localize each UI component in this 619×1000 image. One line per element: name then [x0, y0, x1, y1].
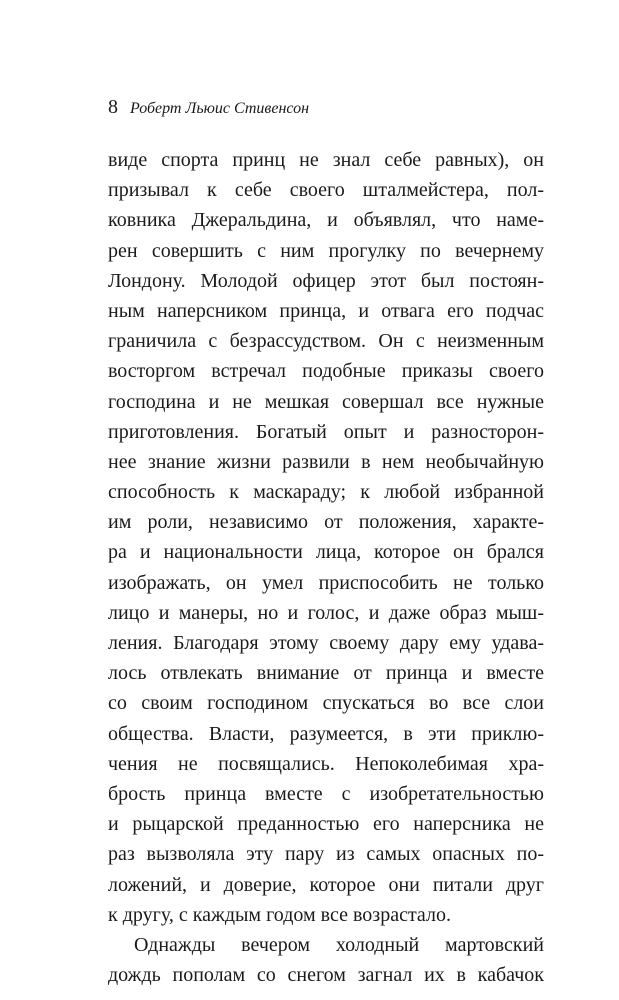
text-line: господина и не мешкая совершал все нужные	[108, 390, 544, 413]
text-line: раз вызволяла эту пару из самых опасных по-	[108, 843, 544, 866]
page-number: 8	[108, 96, 118, 118]
text-line: ления. Благодаря этому своему дару ему удава-	[108, 632, 544, 654]
text-line: нее знание жизни развили в нем необычайную	[108, 450, 544, 473]
text-line: граничила с безрассудством. Он с неизменным	[108, 330, 544, 353]
running-title: Роберт Льюис Стивенсон	[130, 100, 310, 117]
text-line: общества. Власти, разумеется, в эти приклю-	[108, 722, 544, 745]
text-line: со своим господином спускаться во все слои	[108, 692, 544, 715]
text-line: дождь пополам со снегом загнал их в кабачок	[108, 964, 544, 987]
text-line: лось отвлекать внимание от принца и вместе	[108, 662, 544, 685]
text-line: брость принца вместе с изобретательностью	[108, 782, 544, 805]
text-line: способность к маскараду; к любой избранной	[108, 481, 544, 504]
text-line: ковника Джеральдина, и объявлял, что наме-	[108, 209, 544, 232]
text-line: лицо и манеры, но и голос, и даже образ мыш-	[108, 601, 544, 624]
text-line: виде спорта принц не знал себе равных), он	[108, 149, 544, 171]
text-line: рен совершить с ним прогулку по вечернему	[108, 239, 544, 262]
text-line: восторгом встречал подобные приказы своего	[108, 360, 544, 383]
text-line: и рыцарской преданностью его наперсника не	[108, 813, 544, 836]
text-line: призывал к себе своего шталмейстера, пол-	[108, 179, 544, 202]
body-text	[108, 145, 544, 990]
text-line: ложений, и доверие, которое они питали друг	[108, 873, 544, 896]
text-line: ным наперсником принца, и отвага его подчас	[108, 299, 544, 322]
text-line: изображать, он умел приспособить не только	[108, 571, 544, 594]
text-line: Лондону. Молодой офицер этот был постоян-	[108, 269, 544, 292]
text-line: к другу, с каждым годом все возрастало.	[108, 903, 451, 926]
text-line: приготовления. Богатый опыт и разносторон-	[108, 420, 544, 443]
text-line: чения не посвящались. Непоколебимая хра-	[108, 752, 544, 775]
text-line: им роли, независимо от положения, характе-	[108, 511, 544, 534]
running-head	[108, 95, 309, 121]
text-line: Однажды вечером холодный мартовский	[134, 933, 544, 956]
text-line: ра и национальности лица, которое он брался	[108, 541, 544, 564]
paragraph-1	[108, 145, 544, 930]
paragraph-2	[108, 930, 544, 990]
